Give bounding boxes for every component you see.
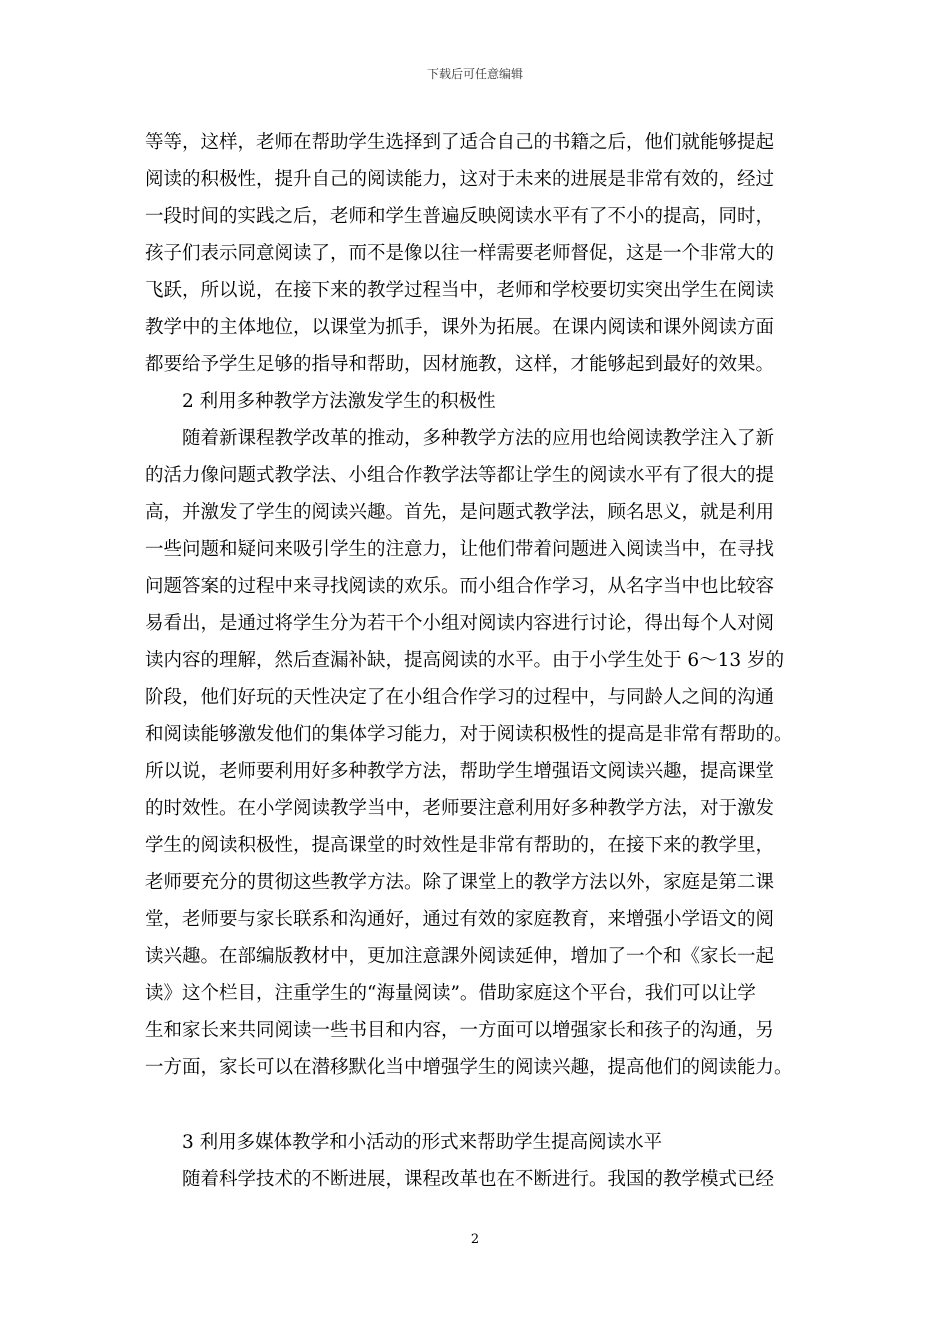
body-line: 老师要充分的贯彻这些教学方法。除了课堂上的教学方法以外，家庭是第二课 bbox=[145, 872, 775, 893]
body-line: 都要给予学生足够的指导和帮助，因材施教，这样，才能够起到最好的效果。 bbox=[145, 354, 775, 375]
body-line: 高，并激发了学生的阅读兴趣。首先，是问题式教学法，顾名思义，就是利用 bbox=[145, 502, 775, 523]
body-line: 的活力像问题式教学法、小组合作教学法等都让学生的阅读水平有了很大的提 bbox=[145, 465, 775, 486]
body-line: 所以说，老师要利用好多种教学方法，帮助学生增强语文阅读兴趣，提高课堂 bbox=[145, 761, 775, 782]
body-line: 等等，这样，老师在帮助学生选择到了适合自己的书籍之后，他们就能够提起 bbox=[145, 132, 775, 153]
page-number: 2 bbox=[470, 1232, 480, 1247]
page-header: 下载后可任意编辑 bbox=[426, 67, 523, 81]
body-line: 飞跃，所以说，在接下来的教学过程当中，老师和学校要切实突出学生在阅读 bbox=[145, 280, 775, 301]
paragraph-first-line: 随着科学技术的不断进展，课程改革也在不断进行。我国的教学模式已经 bbox=[182, 1169, 775, 1190]
body-line: 一方面，家长可以在潜移默化当中增强学生的阅读兴趣，提高他们的阅读能力。 bbox=[145, 1057, 793, 1078]
body-line: 孩子们表示同意阅读了，而不是像以往一样需要老师督促，这是一个非常大的 bbox=[145, 243, 775, 264]
body-line: 堂，老师要与家长联系和沟通好，通过有效的家庭教育，来增强小学语文的阅 bbox=[145, 909, 775, 930]
body-line: 问题答案的过程中来寻找阅读的欢乐。而小组合作学习，从名字当中也比较容 bbox=[145, 576, 775, 597]
body-line: 阶段，他们好玩的天性决定了在小组合作学习的过程中，与同龄人之间的沟通 bbox=[145, 687, 775, 708]
body-line: 阅读的积极性，提升自己的阅读能力，这对于未来的进展是非常有效的，经过 bbox=[145, 169, 775, 190]
body-line: 读》这个栏目，注重学生的“海量阅读”。借助家庭这个平台，我们可以让学 bbox=[145, 983, 756, 1004]
paragraph-first-line: 随着新课程教学改革的推动，多种教学方法的应用也给阅读教学注入了新 bbox=[182, 428, 775, 449]
body-line: 一些问题和疑问来吸引学生的注意力，让他们带着问题进入阅读当中，在寻找 bbox=[145, 539, 775, 560]
section-heading-2: 2 利用多种教学方法激发学生的积极性 bbox=[182, 391, 496, 412]
body-line: 教学中的主体地位，以课堂为抓手，课外为拓展。在课内阅读和课外阅读方面 bbox=[145, 317, 775, 338]
body-line: 学生的阅读积极性，提高课堂的时效性是非常有帮助的，在接下来的教学里， bbox=[145, 835, 775, 856]
body-line: 生和家长来共同阅读一些书目和内容，一方面可以增强家长和孩子的沟通，另 bbox=[145, 1020, 775, 1041]
body-line: 读兴趣。在部编版教材中，更加注意課外阅读延伸，增加了一个和《家长一起 bbox=[145, 946, 775, 967]
body-line: 的时效性。在小学阅读教学当中，老师要注意利用好多种教学方法，对于激发 bbox=[145, 798, 775, 819]
section-heading-3: 3 利用多媒体教学和小活动的形式来帮助学生提高阅读水平 bbox=[182, 1132, 663, 1153]
body-line: 和阅读能够激发他们的集体学习能力，对于阅读积极性的提高是非常有帮助的。 bbox=[145, 724, 793, 745]
body-line: 读内容的理解，然后查漏补缺，提高阅读的水平。由于小学生处于 6～13 岁的 bbox=[145, 650, 785, 671]
body-line: 易看出，是通过将学生分为若干个小组对阅读内容进行讨论，得出每个人对阅 bbox=[145, 613, 775, 634]
body-line: 一段时间的实践之后，老师和学生普遍反映阅读水平有了不小的提高，同时， bbox=[145, 206, 775, 227]
